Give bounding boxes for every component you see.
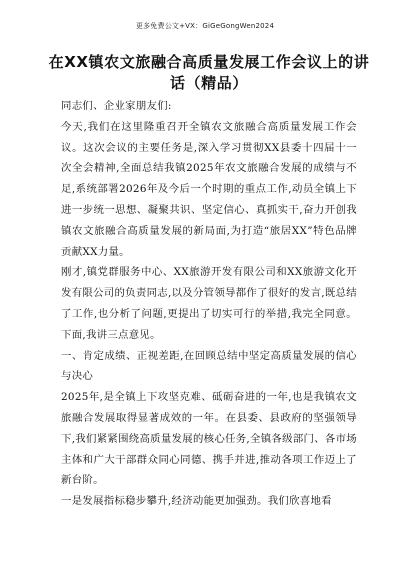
paragraph-intro: 今天,我们在这里隆重召开全镇农文旅融合高质量发展工作会议。这次会议的主要任务是,深入学习贯彻XX县委十四届十一次全会精神,全面总结我镇2025年农文旅融合发展的成绩与不足,系统部署2026年及今后一个时期的重点工作,动员全镇上下进一步统一思想、凝聚共识、坚定信心、真抓实干,奋力开创我镇农文旅融合高质量发展的新局面,为打造“旅居XX”特色品牌贡献XX力量。	[61, 120, 357, 258]
paragraph-point-1: 一是发展指标稳步攀升,经济动能更加强劲。我们欣喜地看	[61, 495, 332, 508]
header-note: 更多免费公文+VX：GiGeGongWen2024	[135, 22, 275, 30]
document-title: 在XX镇农文旅融合高质量发展工作会议上的讲话（精品）	[48, 53, 370, 92]
paragraph-2025-review: 2025年,是全镇上下攻坚克难、砥砺奋进的一年,也是我镇农文旅融合发展取得显著成效的一年。在县委、县政府的坚强领导下,我们紧紧围绕高质量发展的核心任务,全镇各级部门、各市场主体和广大干部群众同心同德、携手并进,推动各项工作迈上了新台阶。	[61, 391, 357, 487]
section-heading-1: 一、肯定成绩、正视差距,在回顾总结中坚定高质量发展的信心与决心	[61, 349, 357, 383]
document-body	[61, 96, 357, 512]
salutation: 同志们、企业家朋友们:	[61, 100, 172, 112]
paragraph-opinions: 刚才,镇党群服务中心、XX旅游开发有限公司和XX旅游文化开发有限公司的负责同志,以及分管领导都作了很好的发言,既总结了工作,也分析了问题,更提出了切实可行的举措,我完全同意。下面,我讲三点意见。	[61, 266, 357, 341]
